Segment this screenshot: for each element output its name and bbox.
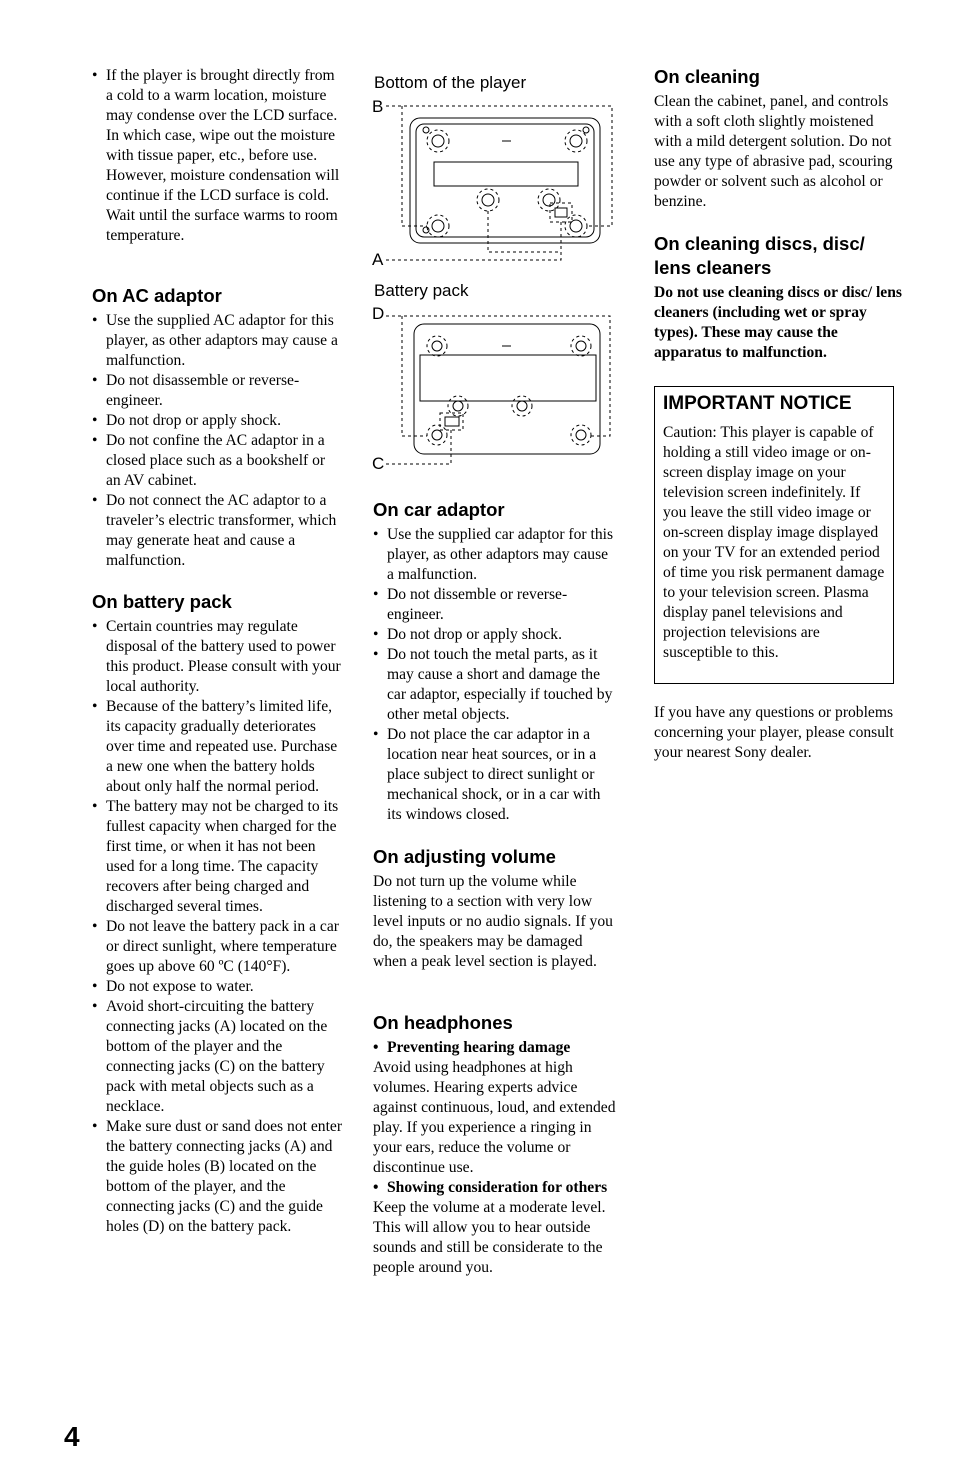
- volume-paragraph: Do not turn up the volume while listening to a section with very low level inputs or no audio signals. If you do, the speakers may be damaged when a peak level section is played.: [373, 873, 613, 970]
- headphones-subheading-others: • Showing consideration for others: [373, 1178, 618, 1198]
- section-heading-adjusting-volume: On adjusting volume: [373, 846, 556, 867]
- battery-bullet-list: [92, 617, 342, 1237]
- player-bottom-diagram: [380, 100, 620, 270]
- battery-pack-diagram: [380, 308, 620, 473]
- page-number: 4: [64, 1421, 80, 1452]
- list-item: • Certain countries may regulate disposal of the battery used to power this product. Please consult with your local authority.: [92, 617, 342, 697]
- list-item: • Do not place the car adaptor in a location near heat sources, or in a place subject to direct sunlight or mechanical shock, or in a car with its windows closed.: [373, 725, 618, 825]
- list-item: • Make sure dust or sand does not enter the battery connecting jacks (A) and the guide holes (B) located on the bottom of the player, and the connecting jacks (C) and the guide holes (D) on the battery pack.: [92, 1117, 342, 1237]
- section-heading-cleaning: On cleaning: [654, 66, 760, 87]
- list-item: • Do not leave the battery pack in a car or direct sunlight, where temperature goes up above 60 ºC (140°F).: [92, 917, 342, 977]
- cleaning-paragraph: Clean the cabinet, panel, and controls with a soft cloth slightly moistened with a mild detergent solution. Do not use any type of abrasive pad, scouring powder or solvent such as alcohol or benzine.: [654, 93, 893, 210]
- list-item: • Do not drop or apply shock.: [92, 411, 342, 431]
- list-item: • Do not drop or apply shock.: [373, 625, 618, 645]
- list-item: • Avoid short-circuiting the battery connecting jacks (A) located on the bottom of the player and the connecting jacks (C) on the battery pack with metal objects such as a necklace.: [92, 997, 342, 1117]
- questions-paragraph: If you have any questions or problems concerning your player, please consult your nearest Sony dealer.: [654, 704, 894, 761]
- list-item: • If the player is brought directly from a cold to a warm location, moisture may condense over the LCD surface. In which case, wipe out the moisture with tissue paper, etc., before use. However, moisture condensation will continue if the LCD surface is cold. Wait until the surface warms to room temperature.: [92, 66, 342, 246]
- list-item: • The battery may not be charged to its fullest capacity when charged for the first time, or when it has not been used for a long time. The capacity recovers after being charged and discharged several times.: [92, 797, 342, 917]
- section-heading-cleaning-discs: On cleaning discs, disc/ lens cleaners: [654, 233, 865, 278]
- list-item: • Do not disassemble or reverse-engineer.: [92, 371, 342, 411]
- section-heading-ac-adaptor: On AC adaptor: [92, 285, 222, 306]
- diagram-label-d: D: [372, 304, 385, 323]
- diagram-label-c: C: [372, 454, 385, 473]
- headphones-subheading-hearing: • Preventing hearing damage: [373, 1038, 618, 1058]
- car-bullet-list: [373, 525, 618, 825]
- list-item: • Do not connect the AC adaptor to a traveler’s electric transformer, which may generate heat and cause a malfunction.: [92, 491, 342, 571]
- important-notice-box: [654, 386, 894, 684]
- important-notice-heading: IMPORTANT NOTICE: [663, 393, 852, 414]
- intro-bullet-list: [92, 66, 342, 246]
- list-item: • Because of the battery’s limited life, its capacity gradually deteriorates over time and repeated use. Purchase a new one when the battery holds about only half the normal period.: [92, 697, 342, 797]
- diagram-player-title: Bottom of the player: [374, 73, 527, 92]
- list-item: • Do not touch the metal parts, as it may cause a short and damage the car adaptor, especially if touched by other metal objects.: [373, 645, 618, 725]
- headphones-paragraph-others: Keep the volume at a moderate level. This will allow you to hear outside sounds and still be considerate to the people around you.: [373, 1199, 606, 1276]
- list-item: • Do not dissemble or reverse-engineer.: [373, 585, 618, 625]
- list-item: • Do not confine the AC adaptor in a closed place such as a bookshelf or an AV cabinet.: [92, 431, 342, 491]
- important-notice-text: Caution: This player is capable of holding a still video image or on-screen display image on your television screen indefinitely. If you leave the still video image or on-screen display image displayed on your TV for an extended period of time you risk permanent damage to your television screen. Plasma display panel televisions and projection televisions are susceptible to this.: [663, 424, 885, 661]
- section-heading-car-adaptor: On car adaptor: [373, 499, 505, 520]
- diagram-label-b: B: [372, 97, 384, 116]
- section-heading-battery-pack: On battery pack: [92, 591, 232, 612]
- cleaning-discs-paragraph: Do not use cleaning discs or disc/ lens cleaners (including wet or spray types). These may cause the apparatus to malfunction.: [654, 284, 902, 361]
- headphones-paragraph-hearing: Avoid using headphones at high volumes. Hearing experts advice against continuous, loud, and extended play. If you experience a ringing in your ears, reduce the volume or discontinue use.: [373, 1059, 616, 1176]
- diagram-battery-title: Battery pack: [374, 281, 469, 300]
- list-item: • Use the supplied car adaptor for this player, as other adaptors may cause a malfunction.: [373, 525, 618, 585]
- ac-bullet-list: [92, 311, 342, 571]
- diagram-label-a: A: [372, 250, 384, 269]
- list-item: • Do not expose to water.: [92, 977, 342, 997]
- section-heading-headphones: On headphones: [373, 1012, 513, 1033]
- list-item: • Use the supplied AC adaptor for this player, as other adaptors may cause a malfunction.: [92, 311, 342, 371]
